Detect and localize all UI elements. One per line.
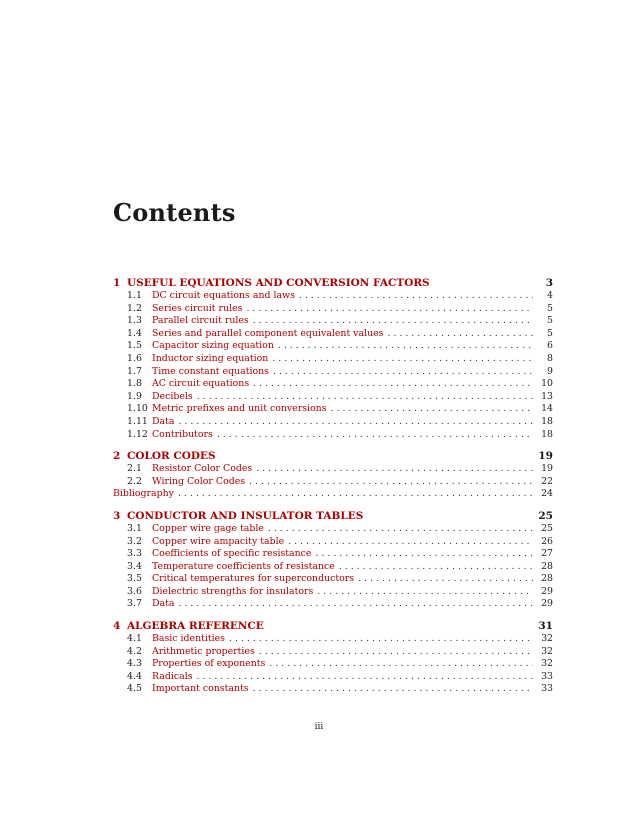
section-link[interactable]: Copper wire ampacity table [152,535,285,547]
leader-dots [331,403,533,416]
toc-entry[interactable] [113,573,553,586]
toc-entry[interactable] [113,340,553,353]
toc-entry[interactable] [113,303,553,316]
toc-entry[interactable] [113,671,553,684]
toc-entry[interactable] [113,683,553,696]
leader-dots [317,586,533,599]
section-number: 1.5 [127,340,142,352]
section-link[interactable]: Metric prefixes and unit conversions [152,403,327,415]
section-link[interactable]: Dielectric strengths for insulators [152,585,314,597]
bibliography-link[interactable]: Bibliography [113,488,174,500]
section-number: 4.2 [127,645,142,657]
section-page: 28 [541,560,553,572]
section-link[interactable]: Time constant equations [152,365,269,377]
leader-dots [269,658,533,671]
toc-entry[interactable] [113,429,553,442]
section-page: 5 [547,315,553,327]
chapter-heading[interactable] [113,510,553,523]
chapter-page: 3 [545,277,553,289]
section-number: 3.6 [127,585,142,597]
section-page: 22 [541,475,553,487]
page-title: Contents [113,198,236,227]
chapter-title-link[interactable]: ALGEBRA REFERENCE [127,620,264,633]
section-link[interactable]: Properties of exponents [152,658,266,670]
section-number: 3.5 [127,573,142,585]
chapter-title-link[interactable]: CONDUCTOR AND INSULATOR TABLES [127,509,364,522]
toc-entry[interactable] [113,586,553,599]
section-page: 33 [541,670,553,682]
leader-dots [259,646,533,659]
section-page: 32 [541,658,553,670]
leader-dots [315,548,533,561]
toc-entry[interactable] [113,476,553,489]
section-page: 14 [541,403,553,415]
leader-dots [217,429,533,442]
page-number: iii [314,722,324,732]
section-page: 27 [541,548,553,560]
chapter-page: 31 [538,620,553,633]
toc-entry[interactable] [113,633,553,646]
toc-entry[interactable] [113,315,553,328]
toc-entry[interactable] [113,391,553,404]
section-number: 1.4 [127,327,142,339]
section-page: 32 [541,645,553,657]
chapter-heading[interactable] [113,450,553,463]
table-of-contents [113,277,553,696]
toc-entry[interactable] [113,328,553,341]
toc-entry[interactable] [113,536,553,549]
toc-entry[interactable] [113,598,553,611]
leader-dots [253,315,533,328]
leader-dots [268,523,533,536]
leader-dots [178,416,533,429]
section-link[interactable]: Copper wire gage table [152,522,264,534]
chapter-1 [113,277,553,441]
leader-dots [253,378,533,391]
leader-dots [299,290,533,303]
toc-entry[interactable] [113,403,553,416]
section-number: 1.7 [127,365,142,377]
leader-dots [387,328,533,341]
chapter-3 [113,510,553,611]
toc-entry[interactable] [113,646,553,659]
leader-dots [272,353,533,366]
section-number: 4.4 [127,670,142,682]
leader-dots [278,340,533,353]
leader-dots [249,476,533,489]
section-number: 1.12 [127,428,148,440]
section-page: 18 [541,415,553,427]
section-page: 29 [541,598,553,610]
section-link[interactable]: Capacitor sizing equation [152,340,274,352]
leader-dots [178,488,533,501]
section-page: 18 [541,428,553,440]
section-number: 3.1 [127,522,142,534]
chapter-number: 2 [113,450,121,463]
section-link[interactable]: Resistor Color Codes [152,463,253,475]
section-link[interactable]: Important constants [152,683,249,695]
toc-entry-bibliography[interactable] [113,488,553,501]
section-number: 1.8 [127,378,142,390]
section-number: 1.11 [127,415,148,427]
section-number: 3.3 [127,548,142,560]
chapter-heading[interactable] [113,277,553,290]
section-link[interactable]: Contributors [152,428,213,440]
section-page: 26 [541,535,553,547]
section-number: 1.9 [127,390,142,402]
chapter-4 [113,620,553,696]
section-page: 4 [547,290,553,301]
chapter-title-link[interactable]: USEFUL EQUATIONS AND CONVERSION FACTORS [127,277,430,289]
section-link[interactable]: Temperature coefficients of resistance [152,560,335,572]
leader-dots [339,561,533,574]
section-page: 29 [541,585,553,597]
chapter-number: 3 [113,509,121,522]
section-number: 1.10 [127,403,148,415]
leader-dots [197,671,533,684]
section-number: 1.2 [127,302,142,314]
section-number: 3.4 [127,560,142,572]
section-link[interactable]: Data [152,415,175,427]
section-link[interactable]: Series circuit rules [152,302,243,314]
toc-entry[interactable] [113,658,553,671]
chapter-2 [113,450,553,501]
section-link[interactable]: Coefficients of specific resistance [152,548,312,560]
leader-dots [288,536,533,549]
section-link[interactable]: AC circuit equations [152,378,250,390]
toc-entry[interactable] [113,378,553,391]
chapter-title-link[interactable]: COLOR CODES [127,450,216,463]
section-link[interactable]: Inductor sizing equation [152,352,269,364]
section-number: 3.7 [127,598,142,610]
section-page: 9 [547,365,553,377]
section-number: 1.1 [127,290,142,301]
section-number: 4.3 [127,658,142,670]
section-number: 2.1 [127,463,142,475]
section-page: 10 [541,378,553,390]
leader-dots [256,463,533,476]
section-page: 19 [541,463,553,475]
section-page: 6 [547,340,553,352]
toc-entry[interactable] [113,416,553,429]
leader-dots [273,366,533,379]
section-page: 32 [541,633,553,645]
section-page: 5 [547,327,553,339]
section-link[interactable]: Wiring Color Codes [152,475,246,487]
section-link[interactable]: Arithmetic properties [152,645,255,657]
section-page: 25 [541,522,553,534]
section-page: 8 [547,352,553,364]
toc-entry[interactable] [113,523,553,536]
section-link[interactable]: Radicals [152,670,193,682]
section-link[interactable]: Series and parallel component equivalent values [152,327,384,339]
section-number: 3.2 [127,535,142,547]
toc-entry[interactable] [113,290,553,303]
section-link[interactable]: DC circuit equations and laws [152,290,295,301]
section-page: 13 [541,390,553,402]
section-number: 1.6 [127,352,142,364]
chapter-page: 19 [538,450,553,463]
leader-dots [253,683,533,696]
toc-entry[interactable] [113,548,553,561]
leader-dots [358,573,533,586]
chapter-number: 1 [113,277,121,289]
section-page: 33 [541,683,553,695]
toc-entry[interactable] [113,353,553,366]
section-link[interactable]: Basic identities [152,633,225,645]
section-number: 1.3 [127,315,142,327]
section-number: 4.5 [127,683,142,695]
toc-entry[interactable] [113,463,553,476]
section-page: 24 [541,488,553,500]
section-page: 5 [547,302,553,314]
leader-dots [246,303,533,316]
section-number: 4.1 [127,633,142,645]
chapter-page: 25 [538,509,553,522]
toc-entry[interactable] [113,366,553,379]
leader-dots [197,391,533,404]
section-number: 2.2 [127,475,142,487]
section-link[interactable]: Critical temperatures for superconductors [152,573,355,585]
section-page: 28 [541,573,553,585]
section-link[interactable]: Parallel circuit rules [152,315,249,327]
toc-entry[interactable] [113,561,553,574]
leader-dots [229,633,533,646]
chapter-heading[interactable] [113,620,553,633]
chapter-number: 4 [113,620,121,633]
section-link[interactable]: Decibels [152,390,193,402]
section-link[interactable]: Data [152,598,175,610]
leader-dots [178,598,533,611]
